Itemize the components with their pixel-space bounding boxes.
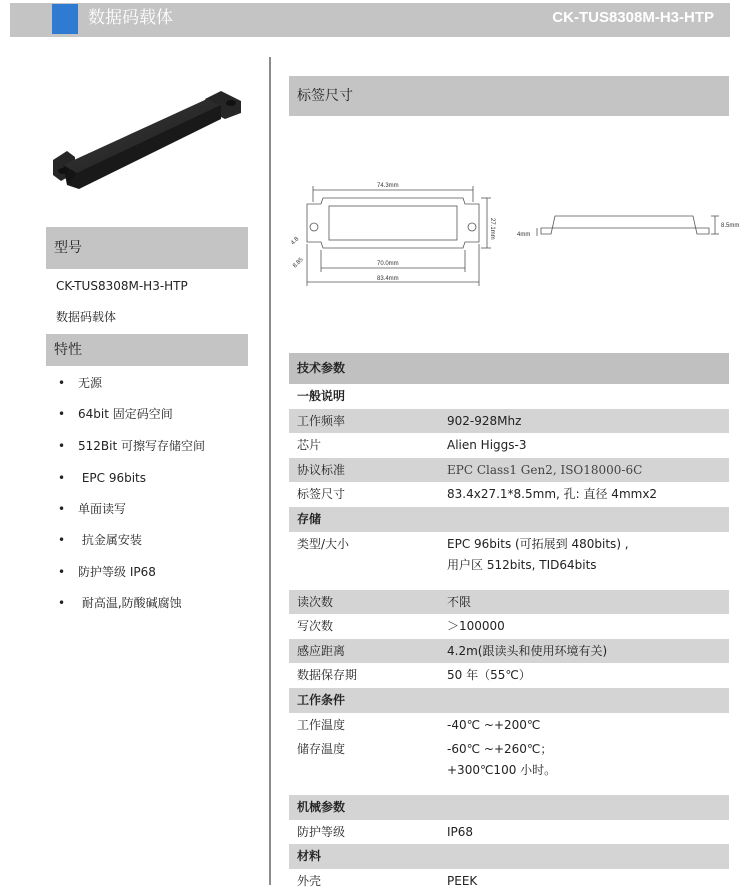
spec-value: -60℃ ~+260℃； [447,742,553,757]
dim-inner-width: 70.0mm [377,261,399,267]
feature-item [58,375,102,391]
spec-key: 一般说明 [297,389,346,403]
feature-text: 64bit 固定码空间 [78,407,173,421]
feature-item [58,501,126,517]
spec-row [289,482,729,507]
spec-table [289,353,729,894]
spec-value: 不限 [447,594,472,609]
feature-text: 单面读写 [78,502,127,516]
column-divider [269,57,271,885]
dim-height: 27.1mm [489,218,495,240]
model-description: 数据码载体 [56,310,117,324]
spec-key: 防护等级 [297,824,346,839]
spec-key: 类型/大小 [297,536,350,551]
feature-item [58,438,205,454]
spec-key: 读次数 [297,594,334,609]
spec-row [289,614,729,639]
spec-heading: 技术参数 [289,353,729,384]
bullet-icon: • [58,471,66,485]
size-heading: 标签尺寸 [289,76,729,116]
spec-value: EPC Class1 Gen2, ISO18000-6C [447,462,643,477]
dim-corner: 8.85 [292,256,305,270]
spec-key: 工作条件 [297,692,346,707]
spec-value: 83.4x27.1*8.5mm, 孔: 直径 4mmx2 [447,487,658,502]
spec-value: IP68 [447,824,474,839]
dim-total-length: 83.4mm [377,276,399,282]
spec-key: 芯片 [297,438,322,453]
feature-text: 无源 [78,376,103,390]
spec-row [289,384,729,409]
spec-key: 存储 [297,511,322,526]
spec-row [289,663,729,688]
spec-key: 工作频率 [297,413,346,428]
bullet-icon: • [58,407,66,421]
spec-row [289,737,729,795]
bullet-icon: • [58,565,66,579]
feature-item [58,470,146,486]
spec-key: 材料 [297,849,322,864]
dim-hole: 4.8 [290,236,301,247]
dim-overall-width: 74.3mm [377,183,399,189]
dim-thickness: 8.5mm [721,223,740,229]
spec-value-line2: 用户区 512bits, TID64bits [447,557,597,572]
spec-key: 储存温度 [297,742,346,757]
spec-key: 数据保存期 [297,668,358,683]
spec-row [289,433,729,458]
spec-key: 写次数 [297,619,334,634]
spec-value-line2: +300℃100 小时。 [447,763,557,778]
feature-item [58,595,182,611]
feature-text: 512Bit 可擦写存储空间 [78,439,205,453]
model-heading: 型号 [46,227,248,269]
spec-row [289,844,729,869]
spec-value: 902-928Mhz [447,413,522,428]
feature-item [58,564,156,580]
spec-row [289,688,729,713]
dim-base: 4mm [517,232,531,238]
spec-key: 机械参数 [297,800,346,815]
spec-row [289,820,729,845]
spec-value: 4.2m(跟读头和使用环境有关) [447,643,608,658]
feature-item [58,532,142,548]
feature-text: 防护等级 IP68 [78,565,156,579]
spec-value: Alien Higgs-3 [447,438,527,453]
feature-text: EPC 96bits [78,471,147,485]
model-name: CK-TUS8308M-H3-HTP [56,279,188,293]
spec-value: 50 年（55℃） [447,668,531,683]
spec-value: -40℃ ~+200℃ [447,717,541,732]
features-heading: 特性 [46,334,248,366]
spec-row [289,639,729,664]
spec-key: 标签尺寸 [297,487,346,502]
feature-item [58,406,173,422]
bullet-icon: • [58,439,66,453]
spec-key: 协议标准 [297,462,346,477]
header-model: CK-TUS8308M-H3-HTP [552,9,714,26]
feature-text: 抗金属安装 [78,533,142,547]
spec-key: 工作温度 [297,717,346,732]
spec-row [289,590,729,615]
product-photo [45,85,250,200]
dimension-drawing [289,170,749,300]
spec-row [289,532,729,590]
spec-row [289,507,729,532]
spec-key: 外壳 [297,873,322,888]
bullet-icon: • [58,533,66,547]
page-title: 数据码载体 [88,8,173,28]
spec-row [289,869,729,894]
header-accent-square [52,4,78,34]
spec-row [289,409,729,434]
spec-value: PEEK [447,873,478,888]
spec-value: ＞100000 [447,619,505,634]
spec-value: EPC 96bits (可拓展到 480bits) , [447,536,629,551]
spec-row [289,713,729,738]
spec-row [289,458,729,483]
bullet-icon: • [58,376,66,390]
spec-row [289,795,729,820]
feature-text: 耐高温,防酸碱腐蚀 [78,596,182,610]
bullet-icon: • [58,502,66,516]
bullet-icon: • [58,596,66,610]
spec-key: 感应距离 [297,643,346,658]
